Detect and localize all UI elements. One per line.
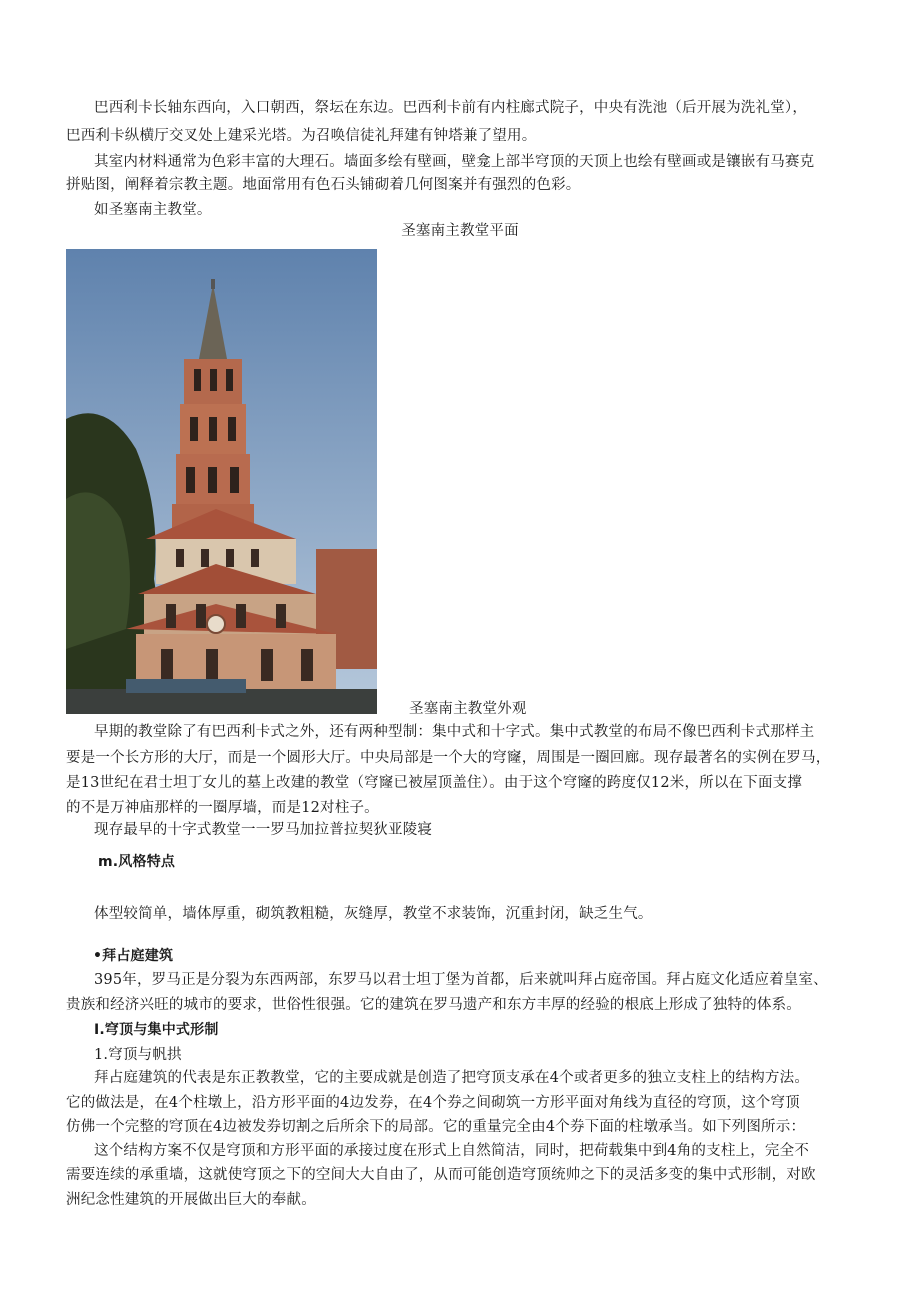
cathedral-illustration	[66, 249, 377, 714]
paragraph-orthodox-line2: 它的做法是，在4个柱墩上，沿方形平面的4边发券，在4个券之间砌筑一方形平面对角线为直径的穹顶，这个穹顶	[66, 1095, 800, 1111]
paragraph-cross-church: 现存最早的十字式教堂一一罗马加拉普拉契狄亚陵寝	[94, 822, 433, 838]
paragraph-example: 如圣塞南主教堂。	[94, 202, 212, 218]
heading-byzantine: •拜占庭建筑	[93, 948, 174, 964]
paragraph-early-line4: 的不是万神庙那样的一圈厚墙，而是12对柱子。	[66, 800, 379, 816]
heading-style-features: m.风格特点	[98, 854, 176, 870]
paragraph-structure-line2: 需要连续的承重墙，这就使穹顶之下的空间大大自由了，从而可能创造穹顶统帅之下的灵活多变的集中式形制，对欧	[66, 1167, 816, 1183]
paragraph-orthodox-line1: 拜占庭建筑的代表是东正教教堂，它的主要成就是创造了把穹顶支承在4个或者更多的独立支柱上的结构方法。	[94, 1070, 810, 1086]
paragraph-basilica-line1: 巴西利卡长轴东西向，入口朝西，祭坛在东边。巴西利卡前有内柱廊式院子，中央有洗池（后开展为洗礼堂），	[94, 100, 808, 116]
caption-plan: 圣塞南主教堂平面	[401, 223, 519, 239]
paragraph-early-line2: 要是一个长方形的大厅，而是一个圆形大厅。中央局部是一个大的穹窿，周围是一圈回廊。现存最著名的实例在罗马，	[66, 750, 831, 766]
paragraph-structure-line3: 洲纪念性建筑的开展做出巨大的奉献。	[66, 1192, 316, 1208]
caption-exterior: 圣塞南主教堂外观	[409, 701, 527, 717]
paragraph-interior-line1: 其室内材料通常为色彩丰富的大理石。墙面多绘有壁画，壁龛上部半穹顶的天顶上也绘有壁画或是镶嵌有马赛克	[94, 154, 815, 170]
paragraph-early-line3: 是13世纪在君士坦丁女儿的墓上改建的教堂（穹窿已被屋顶盖住）。由于这个穹窿的跨度仅12米，所以在下面支撑	[66, 775, 803, 791]
heading-dome-central: Ⅰ.穹顶与集中式形制	[94, 1022, 219, 1038]
paragraph-basilica-line2: 巴西利卡纵横厅交叉处上建采光塔。为召唤信徒礼拜建有钟塔兼了望用。	[66, 128, 537, 144]
paragraph-orthodox-line3: 仿佛一个完整的穹顶在4边被发券切割之后所余下的局部。它的重量完全由4个券下面的柱墩承当。如下列图所示：	[66, 1119, 806, 1135]
paragraph-byzantine-line1: 395年，罗马正是分裂为东西两部，东罗马以君士坦丁堡为首都，后来就叫拜占庭帝国。拜占庭文化适应着皇室、	[94, 972, 828, 988]
paragraph-early-line1: 早期的教堂除了有巴西利卡式之外，还有两种型制：集中式和十字式。集中式教堂的布局不像巴西利卡式那样主	[94, 724, 815, 740]
cathedral-photo	[66, 249, 377, 714]
subheading-dome-pendentive: 1.穹顶与帆拱	[94, 1047, 182, 1063]
paragraph-structure-line1: 这个结构方案不仅是穹顶和方形平面的承接过度在形式上自然简洁，同时，把荷载集中到4角的支柱上，完全不	[94, 1143, 810, 1159]
paragraph-interior-line2: 拼贴图，阐释着宗教主题。地面常用有色石头铺砌着几何图案并有强烈的色彩。	[66, 177, 581, 193]
paragraph-style-features: 体型较简单，墙体厚重，砌筑教粗糙，灰缝厚，教堂不求装饰，沉重封闭，缺乏生气。	[94, 906, 653, 922]
paragraph-byzantine-line2: 贵族和经济兴旺的城市的要求，世俗性很强。它的建筑在罗马遗产和东方丰厚的经验的根底上形成了独特的体系。	[66, 997, 801, 1013]
